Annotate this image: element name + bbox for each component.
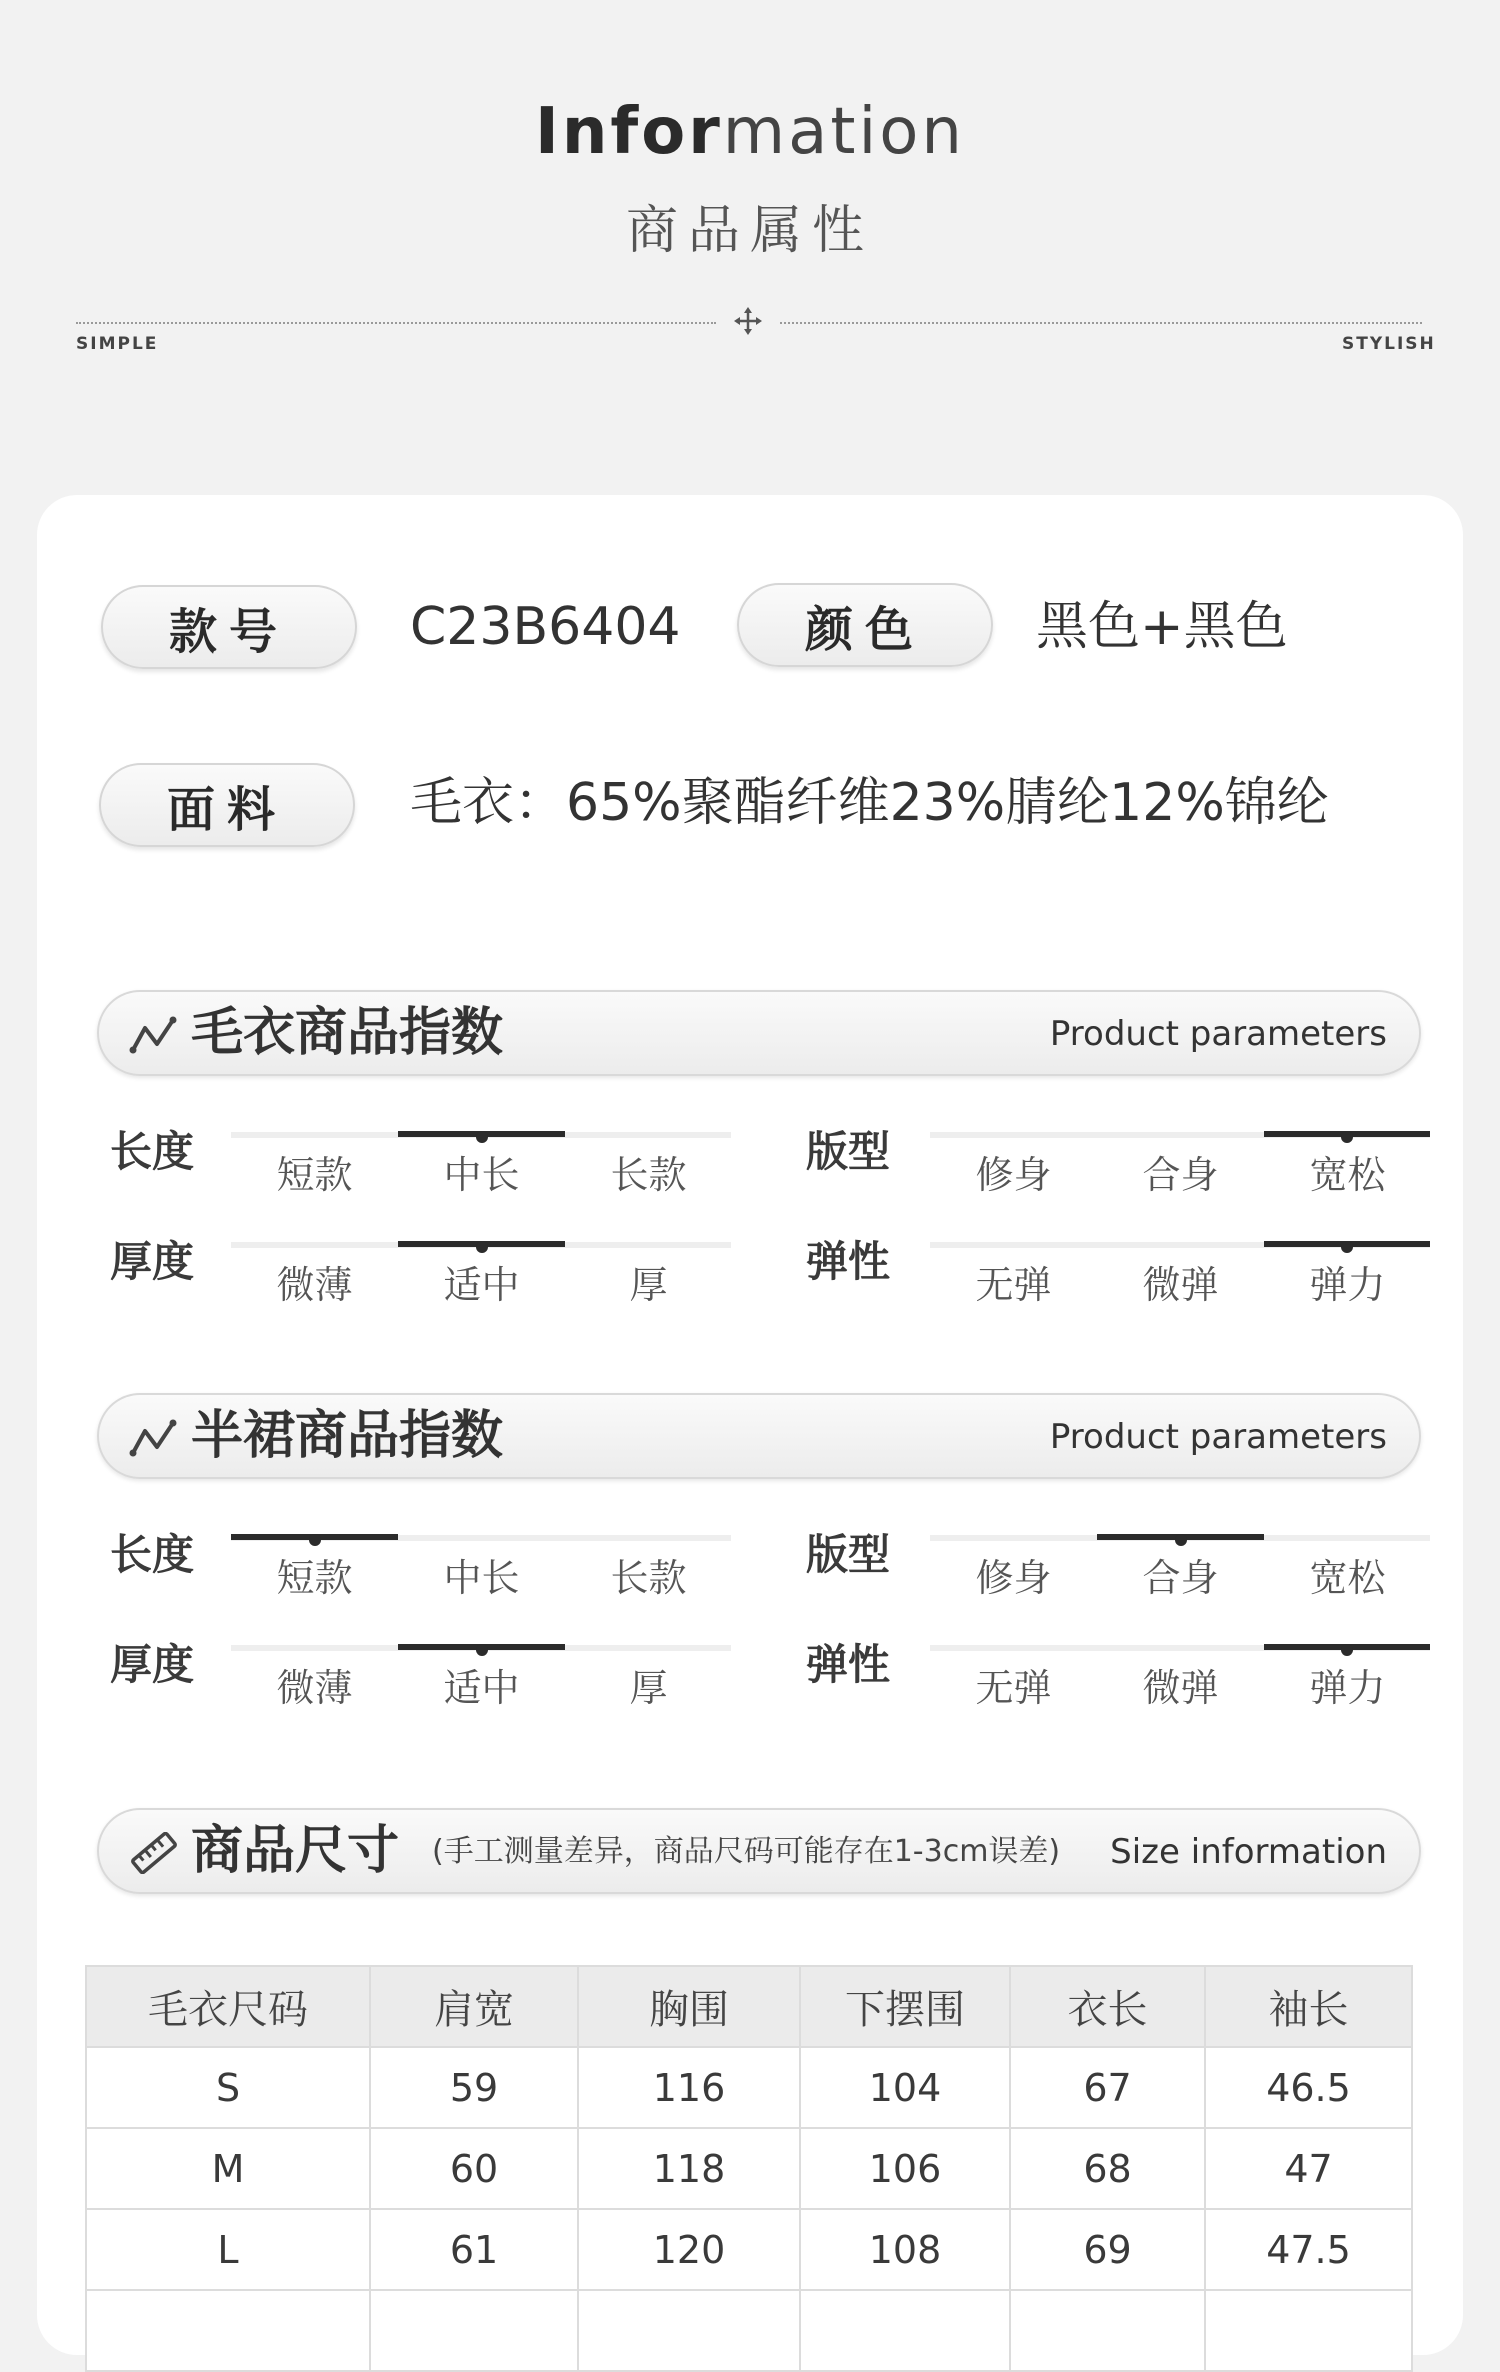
table-cell: L — [86, 2209, 370, 2290]
sweater-param-label-elasticity: 弹性 — [806, 1237, 891, 1286]
segment — [1097, 1242, 1264, 1248]
skirt-param-label-fit: 版型 — [806, 1530, 891, 1579]
table-cell — [578, 2290, 800, 2371]
skirt-param-label-elasticity: 弹性 — [806, 1640, 891, 1689]
table-cell — [800, 2290, 1010, 2371]
table-row — [86, 2047, 1412, 2128]
segment-selected — [231, 1534, 398, 1540]
segment — [231, 1242, 398, 1248]
size-info-title: 商品尺寸 — [191, 1821, 400, 1881]
option: 微薄 — [276, 1263, 353, 1307]
table-header-cell: 袖长 — [1205, 1966, 1412, 2047]
segment — [565, 1645, 731, 1651]
segment — [231, 1132, 398, 1138]
table-row — [86, 2128, 1412, 2209]
segment-selected — [1097, 1534, 1264, 1540]
table-cell: 67 — [1010, 2047, 1205, 2128]
skirt-param-label-thickness: 厚度 — [110, 1640, 195, 1689]
option: 宽松 — [1309, 1556, 1386, 1600]
segment — [565, 1535, 731, 1541]
table-cell: 118 — [578, 2128, 800, 2209]
table-header-cell: 肩宽 — [370, 1966, 578, 2047]
skirt-params-banner — [97, 1393, 1421, 1479]
sweater-param-track-thickness — [231, 1242, 731, 1307]
sweater-params-en: Product parameters — [1049, 1014, 1387, 1054]
table-cell: 59 — [370, 2047, 578, 2128]
sweater-params-title: 毛衣商品指数 — [191, 1003, 504, 1063]
sweater-params-banner — [97, 990, 1421, 1076]
option: 微弹 — [1142, 1263, 1219, 1307]
skirt-params-en: Product parameters — [1049, 1417, 1387, 1457]
table-cell: 69 — [1010, 2209, 1205, 2290]
segment-selected — [1264, 1131, 1430, 1137]
option: 无弹 — [975, 1263, 1052, 1307]
option: 短款 — [276, 1153, 353, 1197]
skirt-param-track-thickness — [231, 1645, 731, 1710]
skirt-param-track-length — [231, 1535, 731, 1600]
segment — [930, 1132, 1097, 1138]
table-cell: 47 — [1205, 2128, 1412, 2209]
option-selected: 中长 — [443, 1153, 520, 1197]
option-selected: 合身 — [1142, 1556, 1219, 1600]
option-selected: 弹力 — [1309, 1263, 1386, 1307]
ruler-icon — [129, 1832, 179, 1874]
title-en-light: mation — [722, 95, 965, 169]
sweater-param-label-thickness: 厚度 — [110, 1237, 195, 1286]
option: 修身 — [975, 1556, 1052, 1600]
option-selected: 适中 — [443, 1263, 520, 1307]
table-header-cell: 下摆围 — [800, 1966, 1010, 2047]
table-cell — [86, 2290, 370, 2371]
table-cell: 116 — [578, 2047, 800, 2128]
size-info-en: Size information — [1110, 1832, 1387, 1872]
table-cell: 47.5 — [1205, 2209, 1412, 2290]
option: 合身 — [1142, 1153, 1219, 1197]
table-cell — [370, 2290, 578, 2371]
divider-right — [780, 322, 1422, 324]
fabric-pill: 面料 — [99, 763, 355, 847]
sweater-param-track-elasticity — [930, 1242, 1430, 1307]
color-pill: 颜色 — [737, 583, 993, 667]
segment-selected — [398, 1131, 565, 1137]
page-title-en — [0, 92, 1500, 172]
trend-icon — [129, 1417, 179, 1459]
table-row — [86, 2209, 1412, 2290]
option-selected: 适中 — [443, 1666, 520, 1710]
option-selected: 短款 — [276, 1556, 353, 1600]
title-en-bold: Infor — [535, 95, 723, 169]
table-cell: 120 — [578, 2209, 800, 2290]
sweater-param-track-length — [231, 1132, 731, 1197]
segment-selected — [1264, 1241, 1430, 1247]
table-cell: 106 — [800, 2128, 1010, 2209]
segment — [565, 1132, 731, 1138]
sweater-param-track-fit — [930, 1132, 1430, 1197]
segment — [930, 1242, 1097, 1248]
table-header-cell: 胸围 — [578, 1966, 800, 2047]
table-cell — [1010, 2290, 1205, 2371]
stylish-label: STYLISH — [1342, 334, 1436, 354]
table-cell: 46.5 — [1205, 2047, 1412, 2128]
segment — [930, 1535, 1097, 1541]
skirt-param-label-length: 长度 — [110, 1530, 195, 1579]
table-header-cell: 毛衣尺码 — [86, 1966, 370, 2047]
table-header-row — [86, 1966, 1412, 2047]
page-title-cn: 商品属性 — [625, 201, 874, 261]
table-cell: 68 — [1010, 2128, 1205, 2209]
table-header-cell: 衣长 — [1010, 1966, 1205, 2047]
divider-left — [76, 322, 716, 324]
option: 无弹 — [975, 1666, 1052, 1710]
segment — [398, 1535, 565, 1541]
trend-icon — [129, 1014, 179, 1056]
segment-selected — [1264, 1644, 1430, 1650]
fabric-value: 毛衣：65%聚酯纤维23%腈纶12%锦纶 — [410, 773, 1329, 833]
color-value: 黑色+黑色 — [1036, 597, 1288, 657]
table-cell: 61 — [370, 2209, 578, 2290]
table-cell — [1205, 2290, 1412, 2371]
table-cell: 60 — [370, 2128, 578, 2209]
table-cell: M — [86, 2128, 370, 2209]
option-selected: 弹力 — [1309, 1666, 1386, 1710]
skirt-params-title: 半裙商品指数 — [191, 1406, 504, 1466]
option: 厚 — [629, 1263, 668, 1307]
option: 长款 — [610, 1556, 687, 1600]
option: 微弹 — [1142, 1666, 1219, 1710]
segment — [565, 1242, 731, 1248]
size-table — [85, 1965, 1413, 2372]
segment — [231, 1645, 398, 1651]
segment — [930, 1645, 1097, 1651]
option: 中长 — [443, 1556, 520, 1600]
option: 长款 — [610, 1153, 687, 1197]
option: 厚 — [629, 1666, 668, 1710]
style-no-value: C23B6404 — [410, 597, 681, 657]
segment-selected — [398, 1241, 565, 1247]
skirt-param-track-fit — [930, 1535, 1430, 1600]
size-info-note: (手工测量差异，商品尺码可能存在1-3cm误差) — [432, 1834, 1061, 1869]
segment-selected — [398, 1644, 565, 1650]
segment — [1097, 1132, 1264, 1138]
sweater-param-label-fit: 版型 — [806, 1127, 891, 1176]
table-cell: 108 — [800, 2209, 1010, 2290]
option: 修身 — [975, 1153, 1052, 1197]
table-cell: 104 — [800, 2047, 1010, 2128]
option-selected: 宽松 — [1309, 1153, 1386, 1197]
skirt-param-track-elasticity — [930, 1645, 1430, 1710]
move-icon — [733, 306, 763, 336]
table-cell: S — [86, 2047, 370, 2128]
segment — [1097, 1645, 1264, 1651]
segment — [1264, 1535, 1430, 1541]
style-no-pill: 款号 — [101, 585, 357, 669]
sweater-param-label-length: 长度 — [110, 1127, 195, 1176]
simple-label: SIMPLE — [76, 334, 159, 354]
table-row-partial — [86, 2290, 1412, 2371]
size-info-banner — [97, 1808, 1421, 1894]
option: 微薄 — [276, 1666, 353, 1710]
